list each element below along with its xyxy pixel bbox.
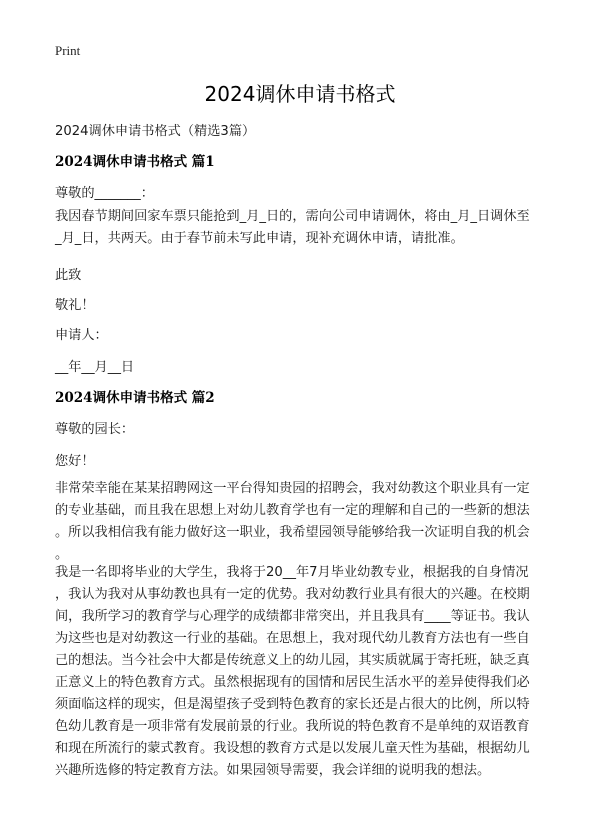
para-line: 正意义上的特色教育方式。虽然根据现有的国情和居民生活水平的差异使得我们必	[55, 675, 530, 690]
para-line: ，我认为我对从事幼教也具有一定的优势。我对幼教行业具有很大的兴趣。在校期	[55, 587, 530, 602]
para-line: 我是一名即将毕业的大学生，我将于20__年7月毕业幼教专业，根据我的自身情况	[55, 565, 529, 580]
para-line: 色幼儿教育是一项非常有发展前景的行业。我所说的特色教育不是单纯的双语教育	[55, 719, 530, 734]
para-line: 和现在所流行的蒙式教育。我设想的教育方式是以发展儿童天性为基础，根据幼儿	[55, 741, 530, 756]
print-link[interactable]: Print	[55, 43, 81, 58]
section2-paragraph-1	[55, 478, 550, 566]
para-line: 非常荣幸能在某某招聘网这一平台得知贵园的招聘会，我对幼教这个职业具有一定	[55, 481, 530, 496]
section1-greeting: 尊敬的_______：	[55, 186, 154, 201]
section1-date: __年__月__日	[55, 360, 135, 375]
para-line: 为这些也是对幼教这一行业的基础。在思想上，我对现代幼儿教育方法也有一些自	[55, 631, 530, 646]
para-line: 己的想法。当今社会中大都是传统意义上的幼儿园，其实质就属于寄托班，缺乏真	[55, 653, 530, 668]
para-line: 的专业基础，而且我在思想上对幼儿教育学也有一定的理解和自己的一些新的想法	[55, 503, 530, 518]
section2-heading: 2024调休申请书格式 篇2	[55, 390, 215, 406]
body-line: _月_日，共两天。由于春节前未写此申请，现补充调休申请，请批准。	[55, 231, 464, 246]
section1-body	[55, 206, 550, 250]
section2-paragraph-2	[55, 562, 550, 782]
para-line: 须面临这样的现实，但是渴望孩子受到特色教育的家长还是占很大的比例，所以特	[55, 697, 530, 712]
section1-applicant: 申请人：	[55, 328, 108, 343]
section1-heading: 2024调休申请书格式 篇1	[55, 154, 215, 170]
section2-hello: 您好！	[55, 454, 95, 469]
para-line: 间，我所学习的教育学与心理学的成绩都非常突出，并且我具有____等证书。我认	[55, 609, 530, 624]
para-line: 兴趣所选修的特定教育方法。如果园领导需要，我会详细的说明我的想法。	[55, 763, 491, 778]
section1-closing: 此致	[55, 268, 82, 283]
body-line: 我因春节期间回家车票只能抢到_月_日的，需向公司申请调休，将由_月_日调休至	[55, 209, 530, 224]
section2-greeting: 尊敬的园长：	[55, 422, 135, 437]
section1-salute: 敬礼！	[55, 298, 95, 313]
para-line: 。	[55, 547, 69, 562]
document-title: 2024调休申请书格式	[204, 82, 396, 106]
para-line: 。所以我相信我有能力做好这一职业，我希望园领导能够给我一次证明自我的机会	[55, 525, 530, 540]
document-subtitle: 2024调休申请书格式（精选3篇）	[55, 124, 256, 139]
